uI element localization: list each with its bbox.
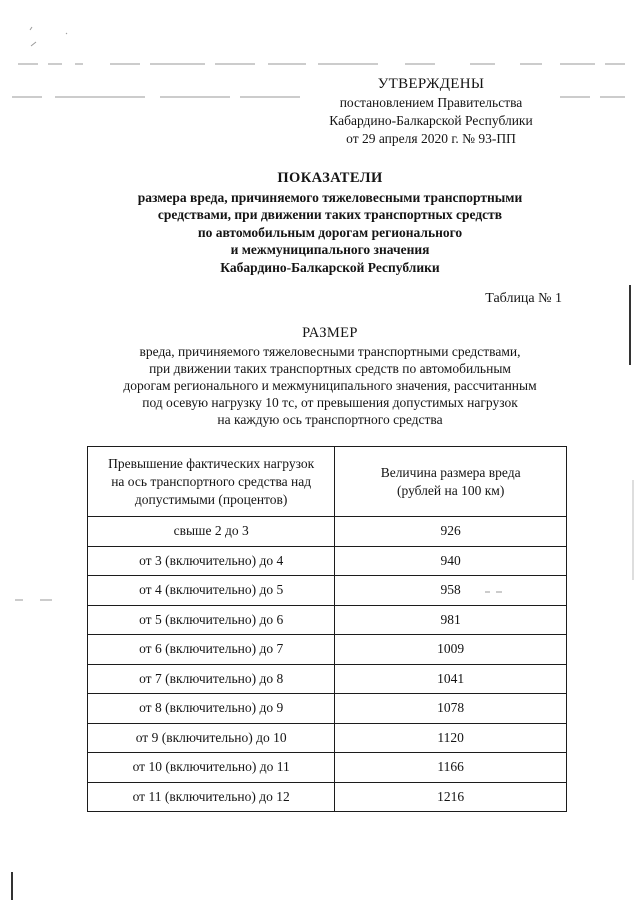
table-row: [88, 664, 567, 694]
table-row: [88, 546, 567, 576]
overload-range-cell: от 3 (включительно) до 4: [88, 546, 335, 576]
header-damage-line-1: Величина размера вреда: [380, 464, 521, 480]
overload-range-cell: от 10 (включительно) до 11: [88, 753, 335, 783]
heading-title: ПОКАЗАТЕЛИ: [277, 170, 383, 186]
header-overload: [88, 447, 335, 517]
header-overload-line-1: Превышение фактических нагрузок: [108, 455, 315, 471]
damage-value-cell: 1120: [335, 723, 567, 753]
damage-value-cell: 1166: [335, 753, 567, 783]
heading-line-4: и межмуниципального значения: [230, 242, 430, 257]
overload-range-cell: от 9 (включительно) до 10: [88, 723, 335, 753]
damage-value-cell: 958: [335, 576, 567, 606]
size-description: [80, 325, 580, 428]
document-heading: [80, 170, 580, 276]
table-number-label: Таблица № 1: [485, 291, 562, 306]
header-overload-line-2: на ось транспортного средства над: [111, 473, 312, 489]
size-line-1: вреда, причиняемого тяжеловесными транспортными средствами,: [139, 344, 521, 359]
overload-range-cell: от 5 (включительно) до 6: [88, 605, 335, 635]
heading-line-5: Кабардино-Балкарской Республики: [220, 259, 440, 275]
damage-value-cell: 981: [335, 605, 567, 635]
overload-range-cell: свыше 2 до 3: [88, 517, 335, 547]
size-title: РАЗМЕР: [302, 325, 358, 341]
damage-value-cell: 1041: [335, 664, 567, 694]
heading-line-3: по автомобильным дорогам регионального: [197, 224, 463, 240]
overload-range-cell: от 6 (включительно) до 7: [88, 635, 335, 665]
overload-range-cell: от 7 (включительно) до 8: [88, 664, 335, 694]
table-row: [88, 694, 567, 724]
approval-block: [300, 75, 562, 148]
heading-line-1: размера вреда, причиняемого тяжеловесными транспортными: [137, 189, 523, 205]
damage-value-cell: 1078: [335, 694, 567, 724]
table-row: [88, 782, 567, 812]
header-damage-value: [335, 447, 567, 517]
table-row: [88, 723, 567, 753]
table-row: [88, 576, 567, 606]
table-header-row: [88, 447, 567, 517]
overload-range-cell: от 4 (включительно) до 5: [88, 576, 335, 606]
table-row: [88, 605, 567, 635]
table-row: [88, 635, 567, 665]
size-line-3: дорогам регионального и межмуниципального значения, рассчитанным: [123, 378, 537, 393]
size-line-5: на каждую ось транспортного средства: [217, 412, 443, 427]
damage-value-cell: 926: [335, 517, 567, 547]
header-damage-line-2: (рублей на 100 км): [397, 482, 505, 498]
table-row: [88, 753, 567, 783]
approval-title: УТВЕРЖДЕНЫ: [377, 76, 485, 92]
approval-line-2: Кабардино-Балкарской Республики: [329, 113, 533, 128]
approval-line-1: постановлением Правительства: [339, 95, 523, 110]
approval-line-3: от 29 апреля 2020 г. № 93-ПП: [346, 131, 516, 146]
overload-range-cell: от 8 (включительно) до 9: [88, 694, 335, 724]
overload-range-cell: от 11 (включительно) до 12: [88, 782, 335, 812]
header-overload-line-3: допустимыми (процентов): [134, 491, 288, 507]
damage-value-cell: 940: [335, 546, 567, 576]
size-line-4: под осевую нагрузку 10 тс, от превышения допустимых нагрузок: [142, 395, 518, 410]
damage-value-cell: 1009: [335, 635, 567, 665]
table-row: [88, 517, 567, 547]
damage-value-cell: 1216: [335, 782, 567, 812]
damage-table: [87, 446, 567, 812]
size-line-2: при движении таких транспортных средств по автомобильным: [149, 361, 511, 376]
heading-line-2: средствами, при движении таких транспортных средств: [157, 207, 503, 222]
